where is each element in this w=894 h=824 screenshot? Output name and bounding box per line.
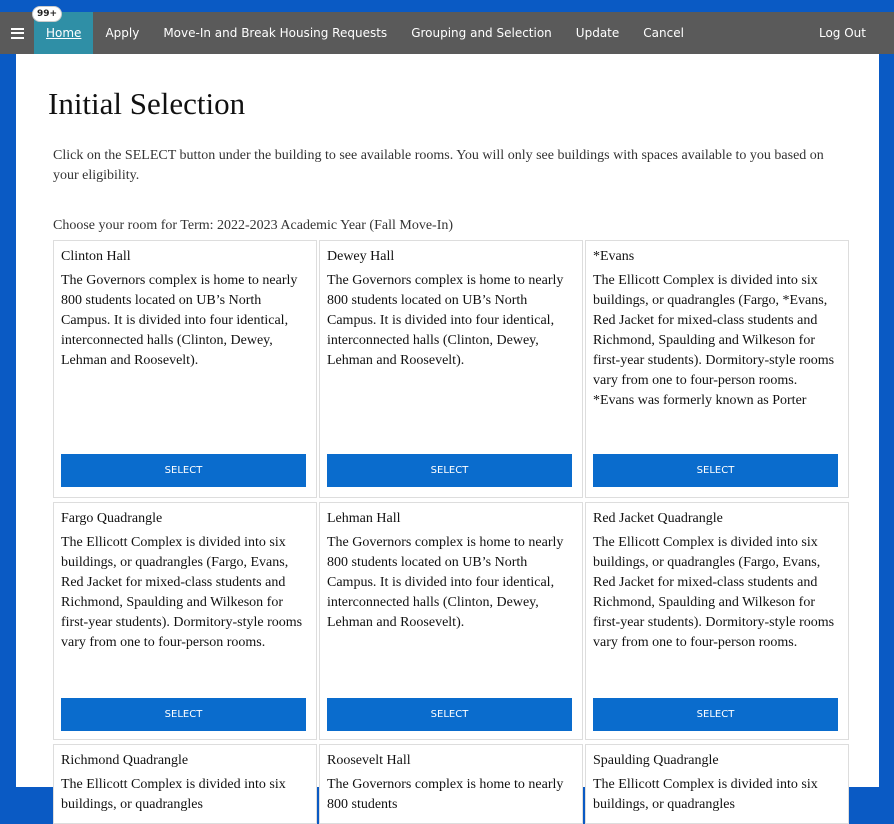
card-description: The Governors complex is home to nearly 800 students located on UB’s North Campus. It is divided into four identical, interconnected halls (Clinton, Dewey, Lehman and Roosevelt). <box>61 273 298 368</box>
card-title: Red Jacket Quadrangle <box>593 511 723 526</box>
menu-button[interactable] <box>0 9 58 54</box>
main-content <box>16 54 879 812</box>
card-description: The Governors complex is home to nearly 800 students <box>327 777 564 812</box>
select-button[interactable]: SELECT <box>593 454 838 487</box>
card-title: Richmond Quadrangle <box>61 753 189 768</box>
card-title: Fargo Quadrangle <box>61 511 163 526</box>
card-description: The Ellicott Complex is divided into six buildings, or quadrangles <box>61 777 286 812</box>
card-description: The Ellicott Complex is divided into six buildings, or quadrangles (Fargo, Evans, Red Jacket for mixed-class students and Richmond, Spaulding and Wilkeson for first-year students). Dormitory-style rooms vary from one to four-person rooms. <box>61 535 303 650</box>
select-button[interactable]: SELECT <box>593 698 838 731</box>
top-navbar <box>0 9 894 54</box>
building-card <box>319 240 583 498</box>
card-title: Dewey Hall <box>327 249 395 264</box>
building-card <box>585 240 849 498</box>
building-card <box>319 744 583 824</box>
card-description: The Ellicott Complex is divided into six buildings, or quadrangles (Fargo, *Evans, Red Jacket for mixed-class students and Richmond, Spaulding and Wilkeson for first-year students). Dormitory-style rooms vary from one to four-person rooms. *Evans was formerly known as Porter <box>593 273 835 408</box>
nav-home[interactable]: Home <box>34 12 93 54</box>
building-card <box>585 502 849 740</box>
card-title: Lehman Hall <box>327 511 401 526</box>
page-title: Initial Selection <box>48 86 246 121</box>
logout-link[interactable]: Log Out <box>818 26 866 40</box>
intro-text: Click on the SELECT button under the building to see available rooms. You will only see buildings with spaces available to you based on your eligibility. <box>53 148 824 183</box>
card-description: The Governors complex is home to nearly 800 students located on UB’s North Campus. It is divided into four identical, interconnected halls (Clinton, Dewey, Lehman and Roosevelt). <box>327 535 564 630</box>
nav-move-in-requests[interactable]: Move-In and Break Housing Requests <box>163 26 388 40</box>
card-description: The Governors complex is home to nearly 800 students located on UB’s North Campus. It is divided into four identical, interconnected halls (Clinton, Dewey, Lehman and Roosevelt). <box>327 273 564 368</box>
hamburger-icon <box>11 28 24 39</box>
card-description: The Ellicott Complex is divided into six buildings, or quadrangles (Fargo, Evans, Red Jacket for mixed-class students and Richmond, Spaulding and Wilkeson for first-year students). Dormitory-style rooms vary from one to four-person rooms. <box>593 535 835 650</box>
building-card <box>53 744 317 824</box>
select-button[interactable]: SELECT <box>327 698 572 731</box>
building-card <box>53 502 317 740</box>
nav-apply[interactable]: Apply <box>105 26 140 40</box>
card-description: The Ellicott Complex is divided into six buildings, or quadrangles <box>593 777 818 812</box>
select-button[interactable]: SELECT <box>327 454 572 487</box>
card-title: Clinton Hall <box>61 249 131 264</box>
nav-links <box>34 12 696 54</box>
select-button[interactable]: SELECT <box>61 698 306 731</box>
select-button[interactable]: SELECT <box>61 454 306 487</box>
card-title: *Evans <box>593 249 635 264</box>
term-text: Choose your room for Term: 2022-2023 Academic Year (Fall Move-In) <box>53 218 454 233</box>
top-strip <box>0 0 894 12</box>
nav-update[interactable]: Update <box>575 26 620 40</box>
notification-badge: 99+ <box>32 6 62 22</box>
card-title: Spaulding Quadrangle <box>593 753 719 768</box>
card-title: Roosevelt Hall <box>327 753 411 768</box>
building-card <box>585 744 849 824</box>
building-card <box>53 240 317 498</box>
nav-grouping-selection[interactable]: Grouping and Selection <box>411 26 552 40</box>
nav-cancel[interactable]: Cancel <box>643 26 684 40</box>
building-card <box>319 502 583 740</box>
